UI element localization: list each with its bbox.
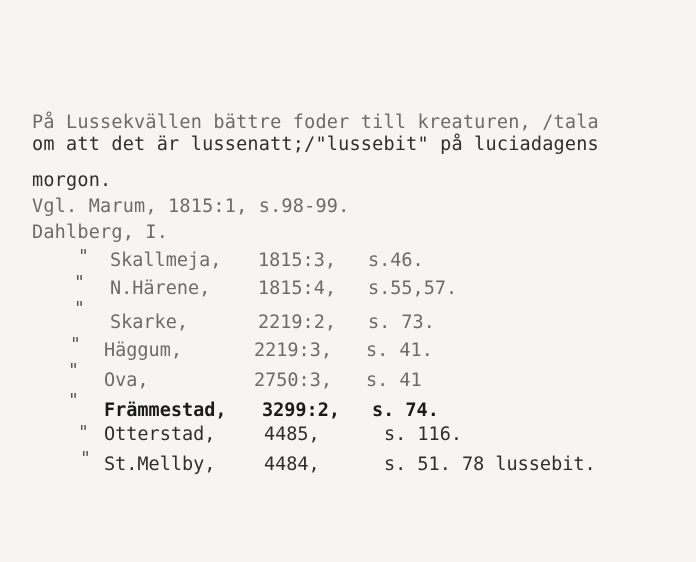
place-name: Skallmeja, [110,250,222,271]
ditto-mark: " [78,422,89,443]
place-name: Främmestad, [104,400,227,421]
page-ref: s. 73. [368,312,435,333]
ditto-mark: " [74,272,85,293]
text-line-4: Vgl. Marum, 1815:1, s.98-99. [32,196,350,217]
reference: 1815:4, [258,278,336,299]
reference: 2219:2, [258,312,336,333]
ditto-mark: " [68,360,79,381]
place-name: Otterstad, [104,424,216,445]
place-name: Skarke, [110,312,188,333]
ditto-mark: " [68,390,79,411]
page-ref: s. 74. [372,400,439,421]
text-line-1: På Lussekvällen bättre foder till kreaturen, /tala [32,112,599,133]
ditto-mark: " [70,334,81,355]
ditto-mark: " [80,448,91,469]
reference: 4484, [264,454,320,475]
reference: 4485, [264,424,320,445]
reference: 2219:3, [254,340,332,361]
ditto-mark: " [78,246,89,267]
page-ref: s.46. [368,250,424,271]
place-name: St.Mellby, [104,454,216,475]
ditto-mark: " [74,298,85,319]
place-name: N.Härene, [110,278,211,299]
page-ref: s. 41 [366,370,422,391]
place-name: Häggum, [104,340,182,361]
page-ref: s. 51. 78 lussebit. [384,454,596,475]
reference: 2750:3, [254,370,332,391]
page-ref: s. 41. [366,340,433,361]
reference: 1815:3, [258,250,336,271]
page-ref: s.55,57. [368,278,458,299]
text-line-3: morgon. [32,170,112,191]
text-line-5: Dahlberg, I. [32,222,169,243]
place-name: Ova, [104,370,149,391]
text-line-2: om att det är lussenatt;/"lussebit" på luciadagens [32,134,599,155]
reference: 3299:2, [262,400,340,421]
page-ref: s. 116. [384,424,462,445]
